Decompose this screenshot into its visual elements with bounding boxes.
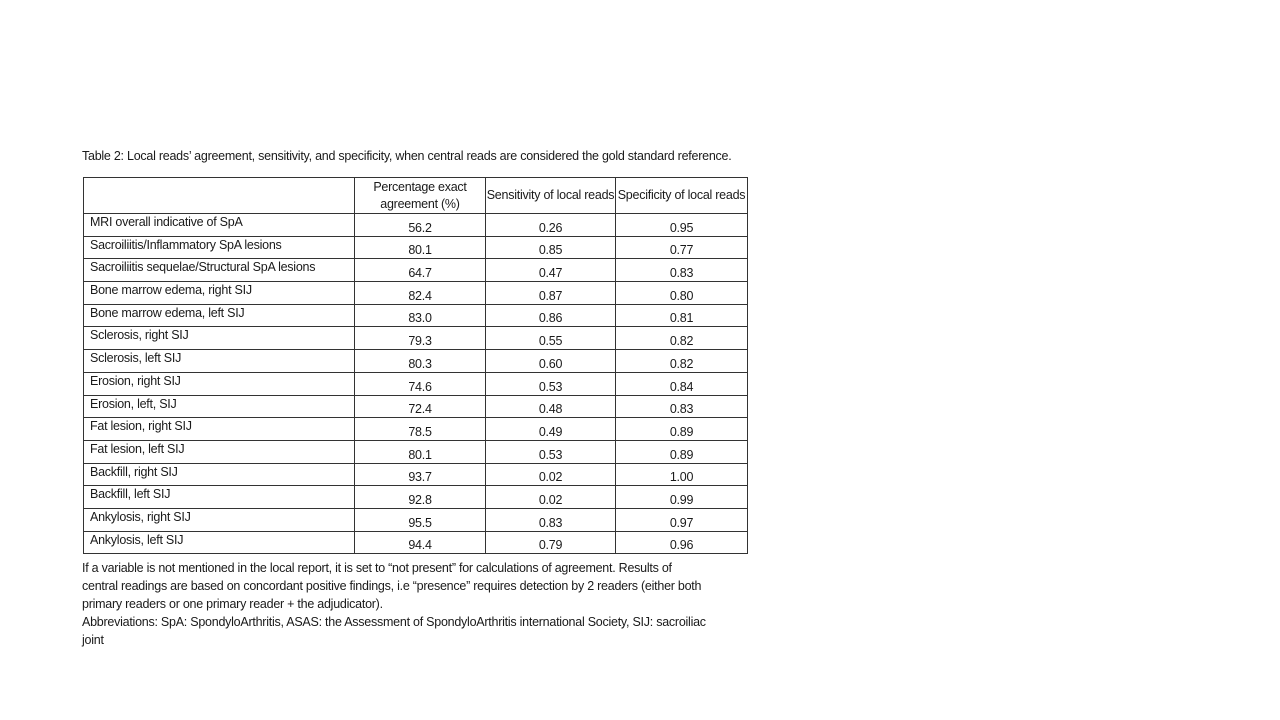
cell-variable: Bone marrow edema, right SIJ bbox=[84, 282, 355, 305]
cell-specificity: 0.95 bbox=[616, 214, 748, 237]
cell-variable: Bone marrow edema, left SIJ bbox=[84, 304, 355, 327]
header-agreement: Percentage exact agreement (%) bbox=[355, 178, 486, 214]
cell-specificity: 0.89 bbox=[616, 418, 748, 441]
cell-agreement: 74.6 bbox=[355, 372, 486, 395]
table-row bbox=[84, 372, 748, 395]
table-row bbox=[84, 463, 748, 486]
table-header-row bbox=[84, 178, 748, 214]
cell-variable: Sacroiliitis/Inflammatory SpA lesions bbox=[84, 236, 355, 259]
table-row bbox=[84, 395, 748, 418]
cell-sensitivity: 0.49 bbox=[486, 418, 616, 441]
cell-sensitivity: 0.83 bbox=[486, 508, 616, 531]
cell-variable: Ankylosis, left SIJ bbox=[84, 531, 355, 554]
cell-agreement: 56.2 bbox=[355, 214, 486, 237]
header-specificity: Specificity of local reads bbox=[616, 178, 748, 214]
table-row bbox=[84, 350, 748, 373]
table-row bbox=[84, 259, 748, 282]
cell-agreement: 78.5 bbox=[355, 418, 486, 441]
cell-specificity: 0.89 bbox=[616, 440, 748, 463]
cell-specificity: 0.82 bbox=[616, 350, 748, 373]
table-row bbox=[84, 304, 748, 327]
cell-agreement: 93.7 bbox=[355, 463, 486, 486]
table-row bbox=[84, 531, 748, 554]
table-caption: Table 2: Local reads’ agreement, sensitivity, and specificity, when central reads are considered the gold standard reference. bbox=[82, 149, 732, 163]
cell-variable: Erosion, left, SIJ bbox=[84, 395, 355, 418]
table-row bbox=[84, 327, 748, 350]
cell-variable: Backfill, left SIJ bbox=[84, 486, 355, 509]
cell-sensitivity: 0.53 bbox=[486, 440, 616, 463]
cell-agreement: 80.3 bbox=[355, 350, 486, 373]
cell-agreement: 83.0 bbox=[355, 304, 486, 327]
cell-sensitivity: 0.53 bbox=[486, 372, 616, 395]
cell-specificity: 0.97 bbox=[616, 508, 748, 531]
table-row bbox=[84, 418, 748, 441]
footnote-line: primary readers or one primary reader + the adjudicator). bbox=[82, 597, 383, 611]
table-row bbox=[84, 282, 748, 305]
cell-variable: MRI overall indicative of SpA bbox=[84, 214, 355, 237]
table-row bbox=[84, 214, 748, 237]
table-row bbox=[84, 236, 748, 259]
cell-specificity: 0.83 bbox=[616, 259, 748, 282]
footnote-line: If a variable is not mentioned in the local report, it is set to “not present” for calculations of agreement. Results of bbox=[82, 561, 672, 575]
cell-variable: Backfill, right SIJ bbox=[84, 463, 355, 486]
cell-sensitivity: 0.26 bbox=[486, 214, 616, 237]
footnote-line: central readings are based on concordant positive findings, i.e “presence” requires detection by 2 readers (either both bbox=[82, 579, 702, 593]
cell-specificity: 0.82 bbox=[616, 327, 748, 350]
cell-agreement: 80.1 bbox=[355, 236, 486, 259]
cell-variable: Fat lesion, right SIJ bbox=[84, 418, 355, 441]
cell-agreement: 82.4 bbox=[355, 282, 486, 305]
table-row bbox=[84, 508, 748, 531]
cell-variable: Ankylosis, right SIJ bbox=[84, 508, 355, 531]
header-sensitivity: Sensitivity of local reads bbox=[486, 178, 616, 214]
cell-sensitivity: 0.55 bbox=[486, 327, 616, 350]
cell-variable: Sclerosis, left SIJ bbox=[84, 350, 355, 373]
cell-agreement: 64.7 bbox=[355, 259, 486, 282]
results-table bbox=[83, 177, 748, 554]
cell-sensitivity: 0.86 bbox=[486, 304, 616, 327]
cell-agreement: 72.4 bbox=[355, 395, 486, 418]
cell-agreement: 94.4 bbox=[355, 531, 486, 554]
footnote-line: Abbreviations: SpA: SpondyloArthritis, ASAS: the Assessment of SpondyloArthritis international Society, SIJ: sacroiliac bbox=[82, 615, 706, 629]
cell-specificity: 0.84 bbox=[616, 372, 748, 395]
cell-sensitivity: 0.85 bbox=[486, 236, 616, 259]
cell-specificity: 0.99 bbox=[616, 486, 748, 509]
header-variable bbox=[84, 178, 355, 214]
cell-agreement: 80.1 bbox=[355, 440, 486, 463]
cell-sensitivity: 0.79 bbox=[486, 531, 616, 554]
cell-specificity: 0.83 bbox=[616, 395, 748, 418]
cell-sensitivity: 0.02 bbox=[486, 486, 616, 509]
footnote bbox=[82, 559, 706, 649]
cell-sensitivity: 0.60 bbox=[486, 350, 616, 373]
cell-sensitivity: 0.48 bbox=[486, 395, 616, 418]
cell-specificity: 0.80 bbox=[616, 282, 748, 305]
cell-specificity: 0.77 bbox=[616, 236, 748, 259]
cell-specificity: 0.81 bbox=[616, 304, 748, 327]
cell-agreement: 92.8 bbox=[355, 486, 486, 509]
table-row bbox=[84, 486, 748, 509]
cell-specificity: 0.96 bbox=[616, 531, 748, 554]
cell-variable: Sclerosis, right SIJ bbox=[84, 327, 355, 350]
footnote-line: joint bbox=[82, 633, 104, 647]
cell-variable: Erosion, right SIJ bbox=[84, 372, 355, 395]
cell-variable: Sacroiliitis sequelae/Structural SpA lesions bbox=[84, 259, 355, 282]
cell-agreement: 79.3 bbox=[355, 327, 486, 350]
cell-agreement: 95.5 bbox=[355, 508, 486, 531]
cell-sensitivity: 0.02 bbox=[486, 463, 616, 486]
cell-specificity: 1.00 bbox=[616, 463, 748, 486]
table-row bbox=[84, 440, 748, 463]
cell-sensitivity: 0.87 bbox=[486, 282, 616, 305]
cell-sensitivity: 0.47 bbox=[486, 259, 616, 282]
cell-variable: Fat lesion, left SIJ bbox=[84, 440, 355, 463]
